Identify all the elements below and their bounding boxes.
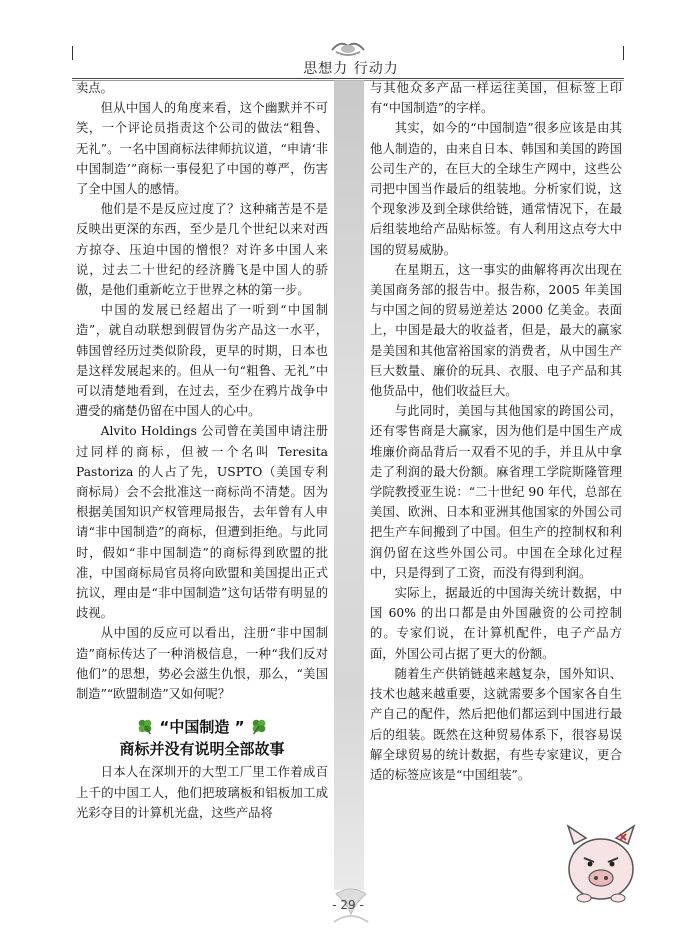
paragraph: 与其他众多产品一样运往美国，但标签上印有“中国制造”的字样。 <box>370 81 622 116</box>
clover-icon <box>250 717 268 735</box>
section-heading <box>76 716 328 760</box>
paragraph: 实际上，据最近的中国海关统计数据，中国 60% 的出口都是由外国融资的公司控制的。专家们说，在计算机配件，电子产品方面，外国公司占据了更大的份额。 <box>370 586 622 661</box>
paragraph: 卖点。 <box>76 81 113 95</box>
paragraph: 其实，如今的“中国制造”很多应该是由其他人制造的，由来自日本、韩国和美国的跨国公司生产的，在巨大的全球生产网中，这些公司把中国当作最后的组装地。分析家们说，这个现象涉及到全球供给链，通常情况下，在最后组装地给产品贴标签。有人利用这点夸大中国的贸易威胁。 <box>370 121 622 257</box>
paragraph: 在星期五，这一事实的曲解将再次出现在美国商务部的报告中。报告称，2005 年美国与中国之间的贸易逆差达 2000 亿美金。表面上，中国是最大的收益者，但是，最大的赢家是美国和其他富裕国家的消费者，从中国生产巨大数量、廉价的玩具、衣服、电子产品和其他货品中，他们收益巨大。 <box>370 262 622 399</box>
page-number: - 29 - <box>332 898 364 912</box>
paragraph: 随着生产供销链越来越复杂，国外知识、技术也越来越重要，这就需要多个国家各自生产自己的配件，然后把他们都运到中国进行最后的组装。既然在这种贸易体系下，很容易误解全球贸易的统计数据，有些专家建议，更合适的标签应该是“中国组装”。 <box>370 666 622 782</box>
header-tick-right <box>623 46 624 60</box>
paragraph: 日本人在深圳开的大型工厂里工作着成百上千的中国工人，他们把玻璃板和铝板加工成光彩夺目的计算机光盘，这些产品将 <box>76 765 328 820</box>
paragraph: 中国的发展已经超出了一听到“中国制造”，就自动联想到假冒伪劣产品这一水平，韩国曾经历过类似阶段，更早的时期，日本也是这样发展起来的。但从一句“粗鲁、无礼”中可以清楚地看到，在过去，至少在鸦片战争中遭受的痛楚仍留在中国人的心中。 <box>76 303 328 419</box>
section-heading-line1: “中国制造 ” <box>159 718 245 737</box>
pig-mascot-icon <box>556 814 646 906</box>
paragraph: 但从中国人的角度来看，这个幽默并不可笑，一个评论员指责这个公司的做法“粗鲁、无礼”。一名中国商标法律师抗议道，“申请‘非中国制造’”商标一事侵犯了中国的尊严，伤害了全中国人的感情。 <box>76 101 328 197</box>
center-decorative-stripe <box>334 80 364 890</box>
paragraph: Alvito Holdings 公司曾在美国申请注册过同样的商标，但被一个名叫 Teresita Pastoriza 的人占了先，USPTO（美国专利商标局）会不会批准这一商标尚不清楚。因为根据美国知识产权管理局报告，去年曾有人申请“非中国制造”的商标，但遭到拒绝。与此同时，假如“非中国制造”的商标得到欧盟的批准，中国商标局官员将向欧盟和美国提出正式抗议，理由是“非中国制造”这句话带有明显的歧视。 <box>76 424 328 621</box>
paragraph: 从中国的反应可以看出，注册“非中国制造”商标传达了一种消极信息，一种“我们反对他们”的思想，势必会滋生仇恨，那么，“美国制造”“欧盟制造”又如何呢？ <box>76 626 328 702</box>
header-title: 思想力 行动力 <box>303 61 399 77</box>
left-column <box>76 78 328 823</box>
paragraph: 与此同时，美国与其他国家的跨国公司，还有零售商是大赢家，因为他们是中国生产成堆廉价商品背后一双看不见的手，并且从中拿走了利润的最大份额。麻省理工学院斯隆管理学院教授亚生说：“二十世纪 90 年代，总部在美国、欧洲、日本和亚洲其他国家的外国公司把生产车间搬到了中国。但生产的控制权和利润仍留在这些外国公司。中国在全球化过程中，只是得到了工资，而没有得到利润。 <box>370 404 622 580</box>
header-tick-left <box>72 46 73 60</box>
paragraph: 他们是不是反应过度了？这种痛苦是不是反映出更深的东西，至少是几个世纪以来对西方掠夺、压迫中国的憎恨？对许多中国人来说，过去二十世纪的经济腾飞是中国人的骄傲，是他们重新屹立于世界之林的第一步。 <box>76 202 328 298</box>
right-column <box>370 78 622 785</box>
section-heading-line2: 商标并没有说明全部故事 <box>119 740 285 759</box>
handshake-logo-icon <box>330 36 366 60</box>
clover-icon <box>136 717 154 735</box>
